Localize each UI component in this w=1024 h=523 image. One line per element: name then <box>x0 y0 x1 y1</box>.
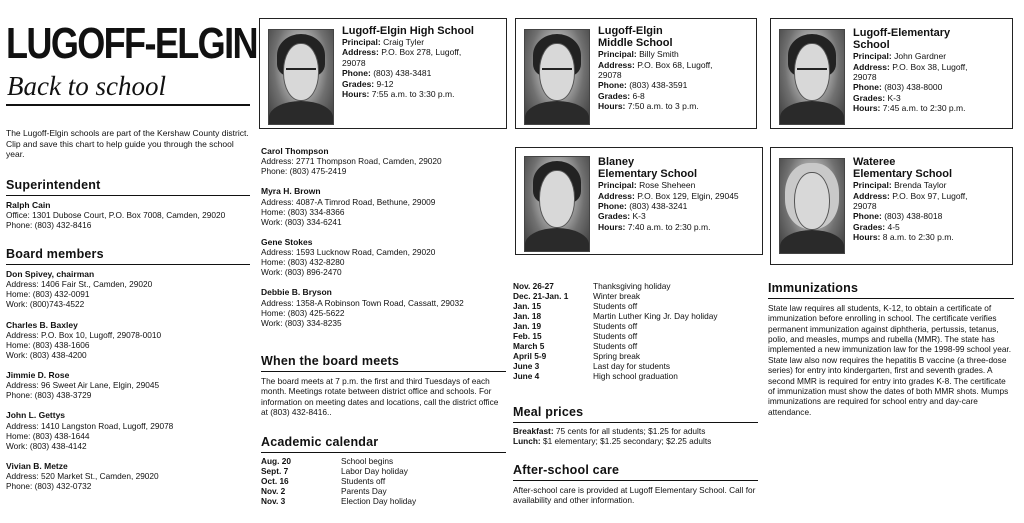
calendar-event: Students off <box>593 340 638 351</box>
member-line: Address: 520 Market St., Camden, 29020 <box>6 471 159 482</box>
superintendent-line: Office: 1301 Dubose Court, P.O. Box 7008, Camden, 29020 <box>6 210 226 221</box>
section-rule <box>768 298 1014 299</box>
board-member <box>261 287 506 328</box>
address-line-2: 29078 <box>853 200 877 211</box>
calendar-event: Students off <box>593 320 638 331</box>
calendar-heading: Academic calendar <box>261 435 379 449</box>
hours-label: Hours: <box>598 221 626 232</box>
masthead-title: LUGOFF-ELGIN <box>6 19 257 68</box>
member-line: Address: 2771 Thompson Road, Camden, 29020 <box>261 156 442 167</box>
member-line: Address: P.O. Box 10, Lugoff, 29078-0010 <box>6 329 162 340</box>
member-name: Debbie B. Bryson <box>261 287 332 298</box>
grades-label: Grades: <box>598 211 631 222</box>
member-line: Home: (803) 334-8366 <box>261 206 345 217</box>
member-line: Home: (803) 425-5622 <box>261 307 345 318</box>
grades-line <box>598 211 739 221</box>
hours-line <box>598 222 739 232</box>
school-info <box>598 156 739 232</box>
school-info <box>853 27 968 113</box>
member-line: Work: (803) 334-6241 <box>261 216 342 227</box>
phone-line <box>853 211 968 221</box>
breakfast-price <box>513 426 758 436</box>
board-member <box>6 461 250 491</box>
section-rule <box>261 452 506 453</box>
calendar-row <box>513 372 758 382</box>
address-value: P.O. Box 38, Lugoff, <box>892 61 968 72</box>
phone-label: Phone: <box>853 82 882 93</box>
hours-value: 7:50 a.m. to 3 p.m. <box>627 100 699 111</box>
calendar-event: Students off <box>593 330 638 341</box>
intro-text: The Lugoff-Elgin schools are part of the Kershaw County district. Clip and save this chart to help guide you through the school year. <box>6 128 249 160</box>
hours-label: Hours: <box>598 100 626 111</box>
masthead-subtitle: Back to school <box>7 71 166 101</box>
calendar-date: Jan. 19 <box>513 320 542 331</box>
hours-line <box>598 101 713 111</box>
grades-line <box>853 93 968 103</box>
member-name: Myra H. Brown <box>261 186 321 197</box>
calendar-date: June 3 <box>513 360 540 371</box>
grades-line <box>853 222 968 232</box>
calendar-event: Thanksgiving holiday <box>593 281 671 291</box>
school-name: Wateree <box>853 156 896 168</box>
grades-value: 9-12 <box>376 78 394 89</box>
calendar-section-continued <box>513 282 758 382</box>
hours-label: Hours: <box>342 88 370 99</box>
meal-prices-heading: Meal prices <box>513 405 584 419</box>
calendar-date: Nov. 3 <box>261 495 286 506</box>
grades-label: Grades: <box>853 221 886 232</box>
hours-value: 7:40 a.m. to 2:30 p.m. <box>627 221 711 232</box>
member-line: Address: 4087-A Timrod Road, Bethune, 29009 <box>261 196 436 207</box>
address-label: Address: <box>598 59 635 70</box>
phone-line <box>342 68 474 78</box>
calendar-event: Labor Day holiday <box>341 465 408 476</box>
lunch-value: $1 elementary; $1.25 secondary; $2.25 adults <box>542 436 712 447</box>
school-name-line-2: Elementary School <box>853 168 953 181</box>
phone-value: (803) 438-8000 <box>884 82 943 93</box>
photo-shoulders <box>780 101 844 126</box>
principal-name: Brenda Taylor <box>894 180 947 191</box>
member-line: Home: (803) 438-1606 <box>6 339 90 350</box>
member-line: Address: 1406 Fair St., Camden, 29020 <box>6 279 153 290</box>
principal-label: Principal: <box>342 37 381 48</box>
principal-photo <box>779 29 845 125</box>
member-line: Work: (800)743-4522 <box>6 299 85 310</box>
photo-shoulders <box>780 230 844 255</box>
calendar-date: Dec. 21-Jan. 1 <box>513 290 569 301</box>
member-name: Charles B. Baxley <box>6 319 78 330</box>
meal-prices-section <box>513 405 758 446</box>
principal-name: Rose Sheheen <box>639 180 696 191</box>
principal-label: Principal: <box>853 180 892 191</box>
photo-glasses <box>286 68 315 77</box>
section-rule <box>513 480 758 481</box>
photo-shoulders <box>525 101 589 126</box>
school-card-blaney <box>515 147 763 255</box>
school-info <box>598 25 713 111</box>
board-member <box>261 237 506 278</box>
board-meets-heading: When the board meets <box>261 354 400 368</box>
grades-label: Grades: <box>598 90 631 101</box>
immunizations-text: State law requires all students, K-12, to obtain a certificate of immunization before enrolling in school. The certificate verifies permanent immunization against diphtheria, pertussis, tetanus, polio, and measles, mumps and rubella (MMR). The state has implemented a new immunization law for the 1998-99 school year. State law also now requires the hepatitis B vaccine (a three-dose series) for entry into kindergarten, first and seventh grades. A second MMR is required for entry into grades K-8. The certificate of immunization must show the dates of both MMR shots. Mumps immunizations are required for school entry and day-care attendance. <box>768 303 1012 417</box>
calendar-event: Last day for students <box>593 360 671 371</box>
phone-line <box>598 80 713 90</box>
superintendent-heading: Superintendent <box>6 178 101 192</box>
member-name: John L. Gettys <box>6 410 66 421</box>
address-line <box>342 47 474 57</box>
school-name: Lugoff-Elementary <box>853 27 951 39</box>
calendar-event: School begins <box>341 456 394 466</box>
school-name-line-2: School <box>853 39 890 52</box>
section-rule <box>6 195 250 196</box>
address-line-2: 29078 <box>853 71 877 82</box>
member-line: Phone: (803) 438-3729 <box>6 390 92 401</box>
school-card-middle <box>515 18 757 129</box>
address-value: P.O. Box 97, Lugoff, <box>892 190 968 201</box>
school-name-line-2: Elementary School <box>598 168 698 181</box>
hours-label: Hours: <box>853 231 881 242</box>
principal-photo <box>779 158 845 254</box>
hours-label: Hours: <box>853 102 881 113</box>
member-line: Phone: (803) 432-0732 <box>6 481 92 492</box>
address-label: Address: <box>853 61 890 72</box>
immunizations-section <box>768 281 1014 417</box>
breakfast-label: Breakfast: <box>513 426 554 436</box>
member-name: Jimmie D. Rose <box>6 370 70 381</box>
principal-line <box>853 51 968 61</box>
calendar-date: Oct. 16 <box>261 475 289 486</box>
phone-value: (803) 438-3591 <box>629 80 688 91</box>
grades-line <box>342 79 474 89</box>
immunizations-heading: Immunizations <box>768 281 859 295</box>
photo-glasses <box>542 68 571 77</box>
school-card-wateree <box>770 147 1013 265</box>
calendar-event: Martin Luther King Jr. Day holiday <box>593 310 718 321</box>
member-line: Address: 1593 Lucknow Road, Camden, 29020 <box>261 247 436 258</box>
hours-line <box>342 89 474 99</box>
address-label: Address: <box>598 190 635 201</box>
calendar-event: High school graduation <box>593 370 678 381</box>
photo-glasses <box>797 68 826 77</box>
phone-value: (803) 438-3481 <box>373 68 432 79</box>
address-line-2: 29078 <box>598 69 622 80</box>
address-value: P.O. Box 278, Lugoff, <box>381 47 462 58</box>
board-meets-section <box>261 354 506 417</box>
member-line: Address: 96 Sweet Air Lane, Elgin, 29045 <box>6 380 160 391</box>
address-value: P.O. Box 68, Lugoff, <box>637 59 713 70</box>
principal-label: Principal: <box>598 49 637 60</box>
grades-value: K-3 <box>632 211 646 222</box>
masthead-rule <box>6 104 250 106</box>
calendar-date: June 4 <box>513 370 540 381</box>
section-rule <box>6 264 250 265</box>
school-name: Blaney <box>598 156 635 168</box>
phone-label: Phone: <box>598 200 627 211</box>
photo-shoulders <box>269 101 333 126</box>
principal-line <box>342 37 474 47</box>
board-heading: Board members <box>6 247 104 261</box>
member-name: Gene Stokes <box>261 236 313 247</box>
calendar-date: Aug. 20 <box>261 456 291 466</box>
member-name: Don Spivey, chairman <box>6 269 95 279</box>
member-line: Work: (803) 438-4142 <box>6 440 87 451</box>
calendar-event: Students off <box>341 475 386 486</box>
address-label: Address: <box>853 190 890 201</box>
calendar-event: Spring break <box>593 350 641 361</box>
phone-value: (803) 438-8018 <box>884 211 943 222</box>
hours-value: 8 a.m. to 2:30 p.m. <box>882 231 954 242</box>
grades-value: 6-8 <box>632 90 645 101</box>
board-member <box>261 186 506 227</box>
school-name-line-2: Middle School <box>598 37 673 50</box>
principal-label: Principal: <box>598 180 637 191</box>
calendar-event: Winter break <box>593 290 641 301</box>
grades-line <box>598 91 713 101</box>
principal-line <box>853 180 968 190</box>
principal-name: Craig Tyler <box>383 37 425 48</box>
principal-label: Principal: <box>853 51 892 62</box>
phone-line <box>598 201 739 211</box>
address-line <box>598 191 739 201</box>
board-member <box>6 370 250 400</box>
phone-label: Phone: <box>598 80 627 91</box>
principal-line <box>598 180 739 190</box>
principal-photo <box>524 156 590 252</box>
principal-name: John Gardner <box>894 51 947 62</box>
calendar-row <box>261 497 506 507</box>
address-line <box>853 62 968 72</box>
principal-photo <box>524 29 590 125</box>
address-value: P.O. Box 129, Elgin, 29045 <box>637 190 739 201</box>
lunch-price <box>513 436 758 446</box>
member-line: Home: (803) 438-1644 <box>6 430 90 441</box>
school-info <box>342 25 474 99</box>
calendar-date: Feb. 15 <box>513 330 542 341</box>
school-card-lugoff-elementary <box>770 18 1013 129</box>
calendar-date: Jan. 18 <box>513 310 542 321</box>
board-member <box>6 410 250 451</box>
school-name: Lugoff-Elgin <box>598 25 663 37</box>
superintendent-line: Phone: (803) 432-8416 <box>6 220 92 231</box>
after-school-section <box>513 463 758 506</box>
board-member <box>6 320 250 361</box>
principal-photo <box>268 29 334 125</box>
calendar-event: Students off <box>593 300 638 311</box>
calendar-event: Parents Day <box>341 485 387 496</box>
member-line: Address: 1358-A Robinson Town Road, Cassatt, 29032 <box>261 297 464 308</box>
section-rule <box>261 371 506 372</box>
grades-label: Grades: <box>342 78 375 89</box>
after-school-text: After-school care is provided at Lugoff Elementary School. Call for availability and other information. <box>513 485 756 506</box>
calendar-date: March 5 <box>513 340 545 351</box>
address-line-2: 29078 <box>342 57 366 68</box>
phone-label: Phone: <box>853 211 882 222</box>
hours-value: 7:45 a.m. to 2:30 p.m. <box>882 102 966 113</box>
principal-line <box>598 49 713 59</box>
lunch-label: Lunch: <box>513 436 541 447</box>
calendar-date: Jan. 15 <box>513 300 542 311</box>
phone-value: (803) 438-3241 <box>629 200 688 211</box>
photo-face <box>794 172 830 230</box>
member-line: Home: (803) 432-0091 <box>6 289 90 300</box>
superintendent-name: Ralph Cain <box>6 200 51 210</box>
breakfast-value: 75 cents for all students; $1.25 for adults <box>555 426 706 436</box>
address-line <box>598 60 713 70</box>
grades-value: 4-5 <box>887 221 900 232</box>
member-name: Vivian B. Metze <box>6 460 68 471</box>
phone-line <box>853 82 968 92</box>
superintendent-section <box>6 178 250 230</box>
calendar-section <box>261 435 506 507</box>
calendar-date: Nov. 26-27 <box>513 281 554 291</box>
member-line: Work: (803) 438-4200 <box>6 349 87 360</box>
school-info <box>853 156 968 242</box>
calendar-event: Election Day holiday <box>341 495 417 506</box>
photo-face <box>539 170 575 228</box>
address-label: Address: <box>342 47 379 58</box>
hours-value: 7:55 a.m. to 3:30 p.m. <box>371 88 455 99</box>
school-card-high <box>259 18 507 129</box>
calendar-date: Sept. 7 <box>261 465 289 476</box>
section-rule <box>513 422 758 423</box>
member-line: Work: (803) 334-8235 <box>261 317 342 328</box>
school-name: Lugoff-Elgin High School <box>342 25 474 37</box>
grades-value: K-3 <box>887 92 901 103</box>
board-member <box>6 269 250 310</box>
phone-label: Phone: <box>342 68 371 79</box>
member-line: Address: 1410 Langston Road, Lugoff, 29078 <box>6 420 174 431</box>
principal-name: Billy Smith <box>639 49 679 60</box>
calendar-date: April 5-9 <box>513 350 547 361</box>
hours-line <box>853 232 968 242</box>
photo-shoulders <box>525 228 589 253</box>
hours-line <box>853 103 968 113</box>
address-line <box>853 191 968 201</box>
member-name: Carol Thompson <box>261 146 329 156</box>
after-school-heading: After-school care <box>513 463 620 477</box>
board-section <box>6 247 250 501</box>
calendar-date: Nov. 2 <box>261 485 286 496</box>
member-line: Phone: (803) 475-2419 <box>261 166 347 177</box>
board-meets-text: The board meets at 7 p.m. the first and third Tuesdays of each month. Meetings rotate between district office and schools. For information on meeting dates and locations, call the district office at (803) 432-8416.. <box>261 376 499 418</box>
board-member <box>261 146 506 176</box>
grades-label: Grades: <box>853 92 886 103</box>
member-line: Work: (803) 896-2470 <box>261 267 342 278</box>
member-line: Home: (803) 432-8280 <box>261 257 345 268</box>
board-section-continued <box>261 146 506 338</box>
